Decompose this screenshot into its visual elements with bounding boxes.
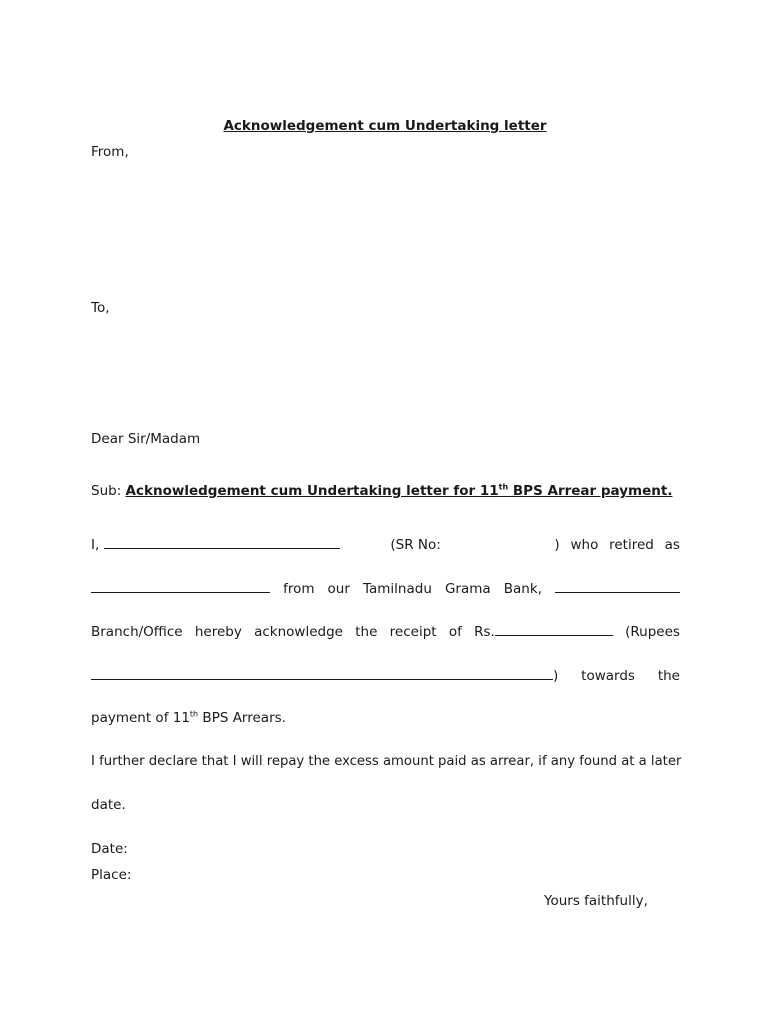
date-label: Date: — [91, 841, 128, 857]
sr-no-label: (SR No: — [390, 537, 441, 553]
to-label: To, — [91, 300, 110, 316]
closing: Yours faithfully, — [544, 893, 648, 909]
subject-line — [91, 482, 672, 500]
subject-prefix: Sub: — [91, 483, 122, 499]
name-blank[interactable] — [104, 535, 340, 549]
amount-blank[interactable] — [495, 622, 613, 636]
branch-blank[interactable] — [555, 579, 680, 593]
salutation: Dear Sir/Madam — [91, 431, 201, 447]
amount-words-blank[interactable] — [91, 666, 553, 680]
declaration-line-1: I further declare that I will repay the excess amount paid as arrear, if any found at a later — [91, 754, 682, 769]
subject-text: Acknowledgement cum Undertaking letter for 11th BPS Arrear payment. — [125, 482, 673, 499]
designation-blank[interactable] — [91, 579, 270, 593]
amount-words-field: ) — [91, 666, 558, 685]
body-line-3: Branch/Office hereby acknowledge the receipt of Rs. (Rupees — [91, 624, 680, 640]
from-label: From, — [91, 144, 129, 160]
body-line-2: from our Tamilnadu Grama Bank, — [91, 579, 680, 598]
amount-field: Rs. — [474, 622, 613, 641]
place-label: Place: — [91, 867, 132, 883]
i-label: I, — [91, 535, 340, 554]
letter-title: Acknowledgement cum Undertaking letter — [223, 118, 547, 134]
body-line-1: I, (SR No: ) who retired as — [91, 537, 680, 553]
body-line-4: ) towards the — [91, 666, 680, 685]
declaration-line-2: date. — [91, 797, 126, 813]
body-line-5: payment of 11th BPS Arrears. — [91, 709, 286, 726]
sr-close: ) — [554, 537, 560, 553]
